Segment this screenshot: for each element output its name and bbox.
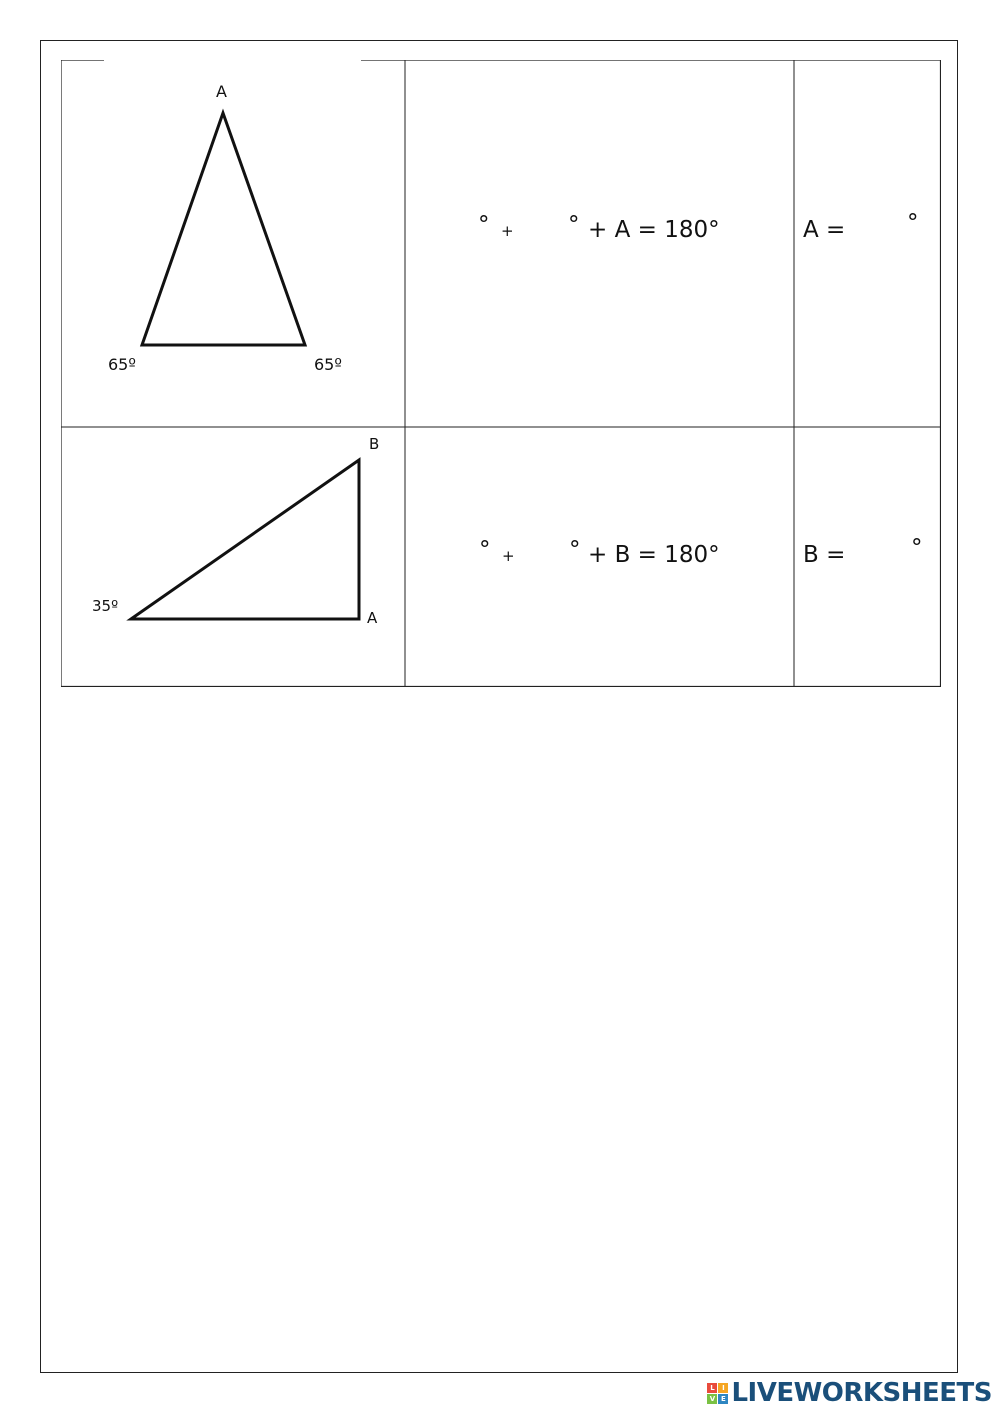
logo-mark-icon bbox=[707, 1383, 728, 1404]
logo-text: LIVEWORKSHEETS bbox=[731, 1378, 992, 1408]
logo-mark-cell: V bbox=[707, 1394, 717, 1404]
eq1-plus-1: + bbox=[501, 222, 514, 240]
eq1-degree-2: ° bbox=[568, 212, 580, 238]
eq2-degree-1: ° bbox=[479, 537, 491, 563]
exercise-table bbox=[61, 60, 941, 687]
eq2-degree-2: ° bbox=[569, 537, 581, 563]
eq1-degree-1: ° bbox=[478, 212, 490, 238]
answer2-degree: ° bbox=[911, 535, 923, 561]
right-angle-label: 65º bbox=[314, 355, 342, 374]
answer1-degree: ° bbox=[907, 210, 919, 236]
logo-mark-cell: L bbox=[707, 1383, 717, 1393]
right-triangle bbox=[131, 460, 359, 619]
table-grid-lines bbox=[61, 60, 941, 687]
vertex-label-b: B bbox=[369, 435, 380, 453]
logo-mark-cell: I bbox=[718, 1383, 728, 1393]
eq2-plus-1: + bbox=[502, 547, 515, 565]
logo-mark-cell: E bbox=[718, 1394, 728, 1404]
isosceles-triangle bbox=[142, 113, 305, 345]
eq2-remainder: + B = 180° bbox=[588, 542, 720, 568]
eq1-remainder: + A = 180° bbox=[588, 217, 720, 243]
answer2-label: B = bbox=[803, 542, 846, 568]
liveworksheets-logo[interactable] bbox=[707, 1379, 992, 1407]
angle-35-label: 35º bbox=[92, 597, 119, 615]
apex-label-a: A bbox=[216, 82, 227, 101]
vertex-label-a: A bbox=[367, 609, 378, 627]
left-angle-label: 65º bbox=[108, 355, 136, 374]
answer1-label: A = bbox=[803, 217, 846, 243]
